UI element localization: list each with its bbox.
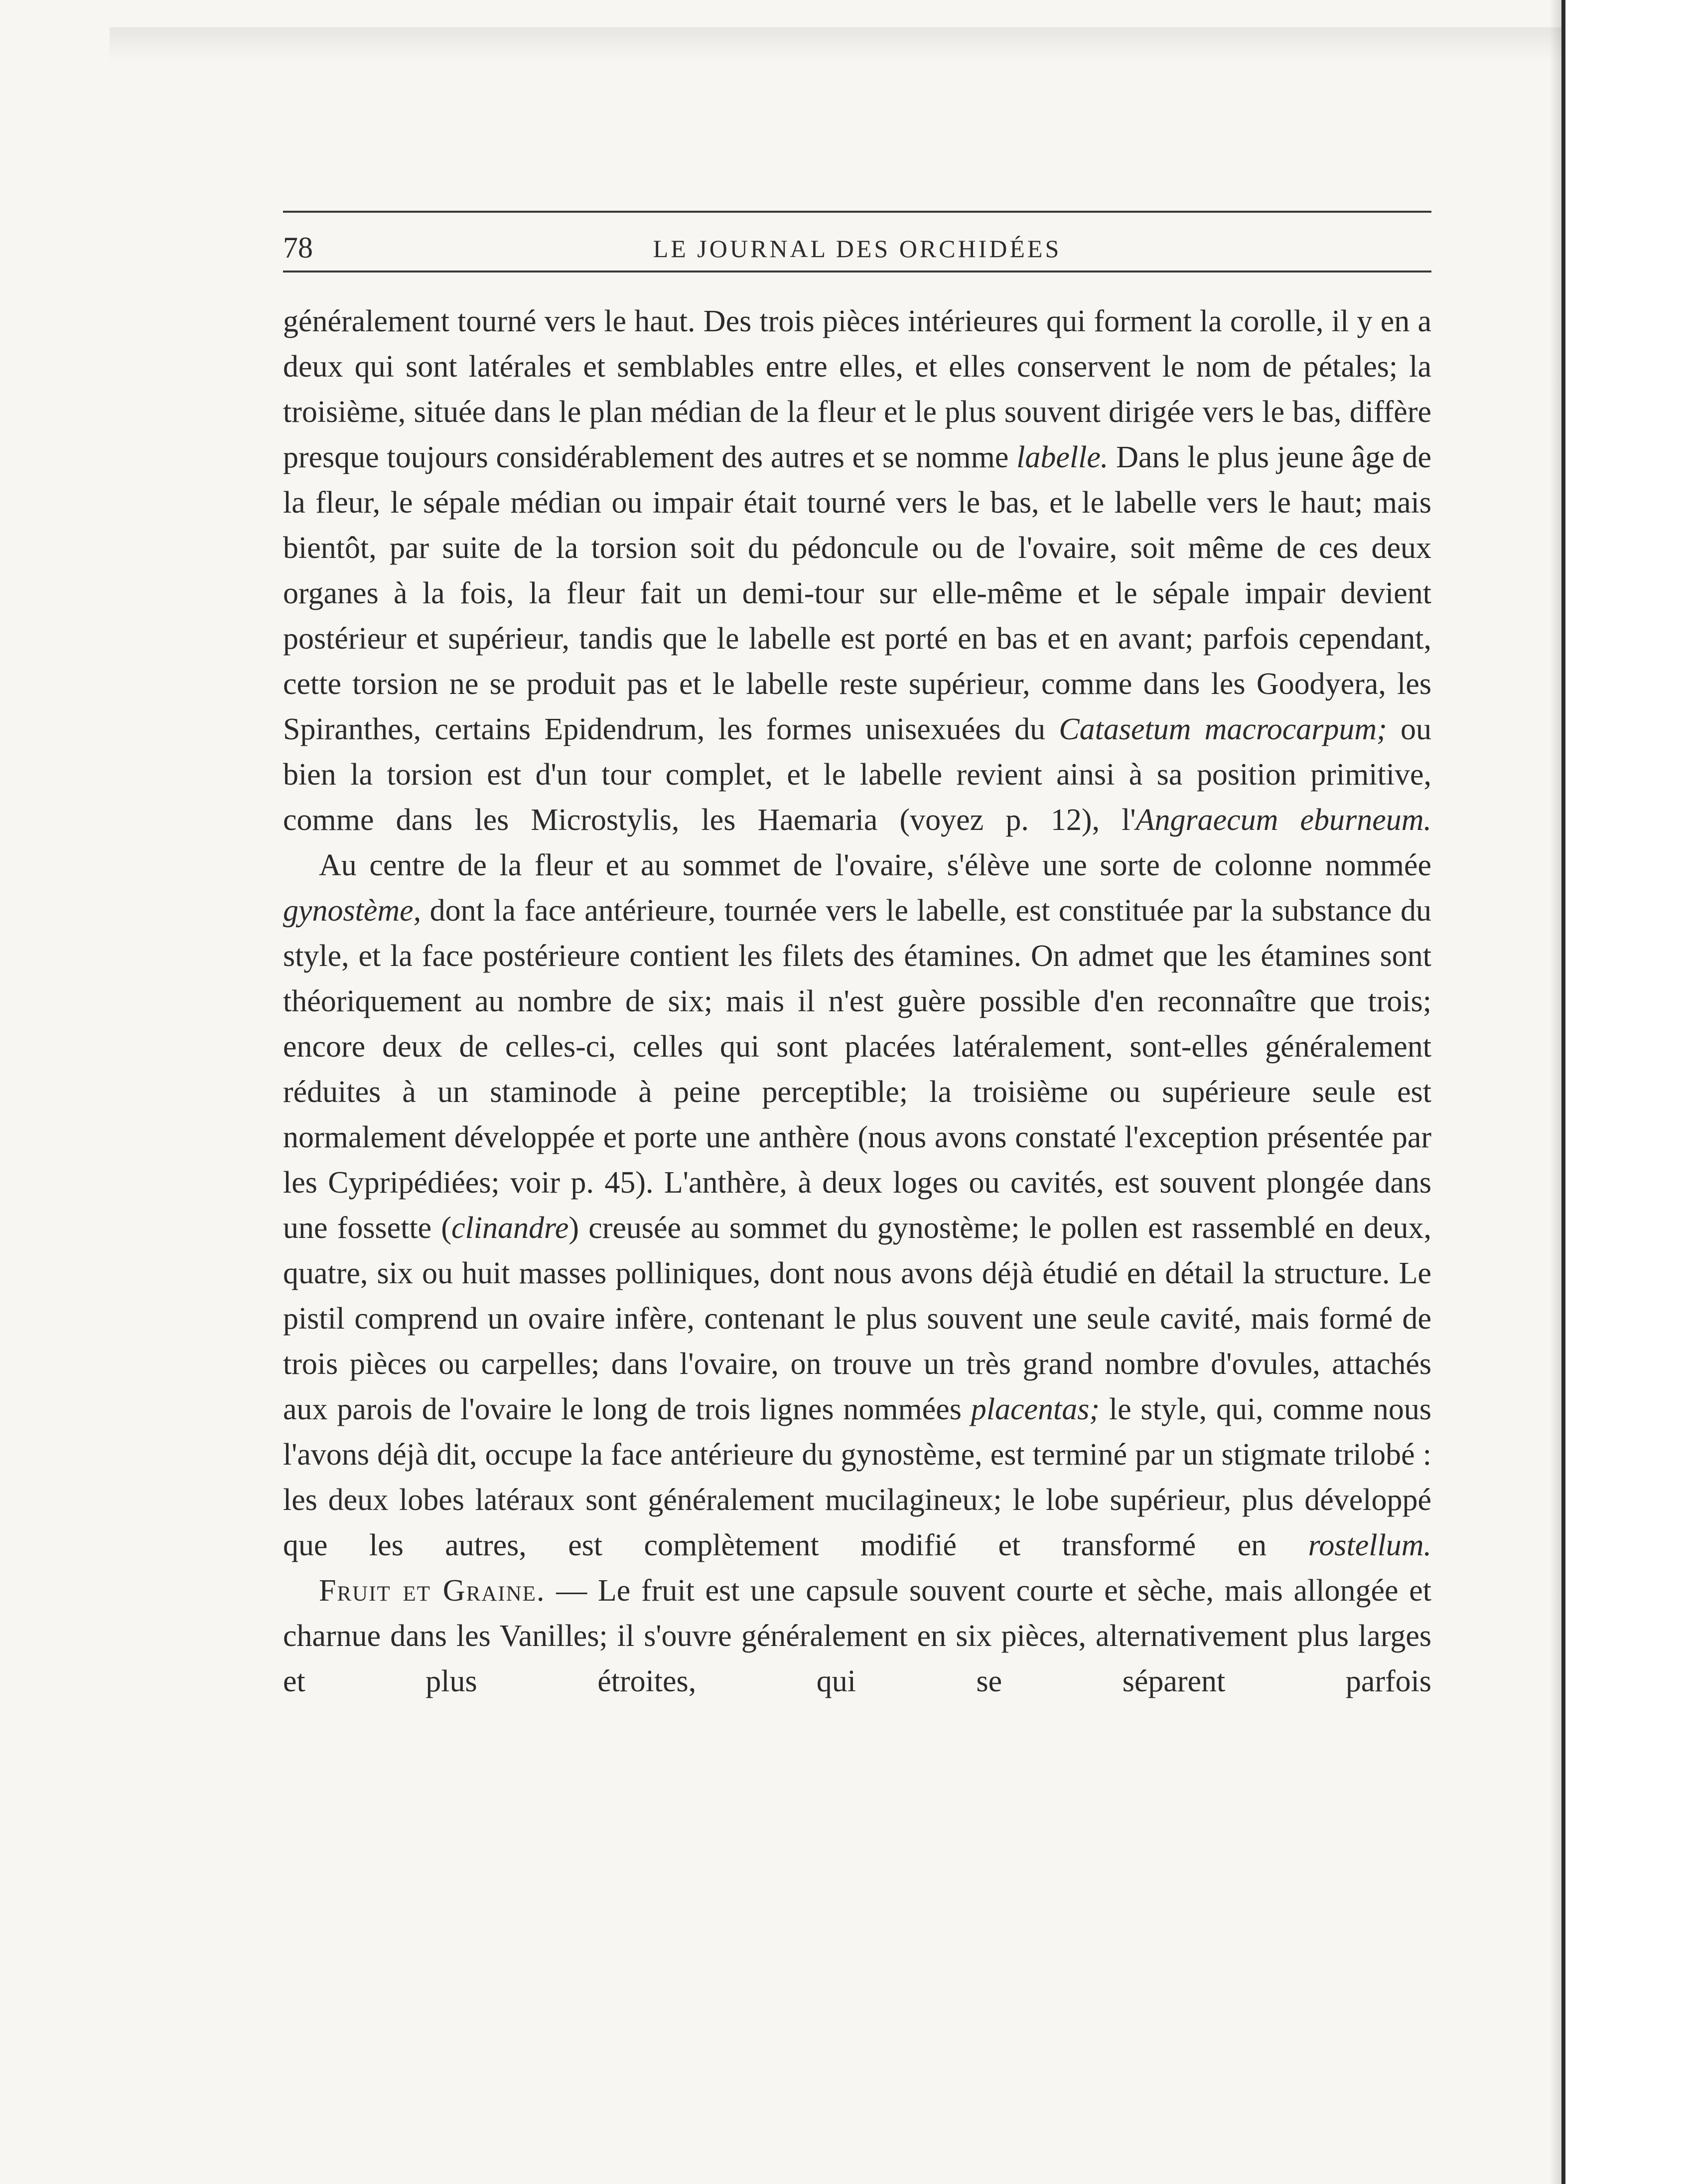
text-segment: Au centre de la fleur et au sommet de l'ovaire, s'élève une sorte de colonne nommée xyxy=(319,848,1431,882)
running-title: LE JOURNAL DES ORCHIDÉES xyxy=(653,235,1062,263)
italic-term: gynostème, xyxy=(283,894,422,928)
text-segment: généralement tourné vers le haut. Des trois pièces intérieures qui forment la corolle, il y en a deux qui sont latérales et semblables entre elles, et elles conservent le nom de pétales; la troisième, située dans le plan médian de la fleur et le plus souvent dirigée vers le bas, diffère presque toujours considérablement des autres et se nomme xyxy=(283,304,1431,474)
scan-top-band xyxy=(110,27,1564,62)
text-segment: dont la face antérieure, tournée vers le labelle, est constituée par la substance du style, et la face postérieure contient les filets des étamines. On admet que les étamines sont théoriquement au nombre de six; mais il n'est guère possible d'en reconnaître que trois; encore deux de celles-ci, celles qui sont placées latéralement, sont-elles généralement réduites à un staminode à peine perceptible; la troisième ou supérieure seule est normalement développée et porte une anthère (nous avons constaté l'exception présentée par les Cypripédiées; voir p. 45). L'anthère, à deux loges ou cavités, est souvent plongée dans une fossette ( xyxy=(283,894,1431,1245)
text-segment: le style, qui, comme nous l'avons déjà dit, occupe la face antérieure du gynostème, est terminé par un stigmate trilobé : les deux lobes latéraux sont généralement mucilagineux; le lobe supérieur, plus développé que les autres, est complètement modifié et transformé en xyxy=(283,1392,1431,1562)
section-heading-fruit-et-graine: Fruit et Graine. xyxy=(319,1574,546,1608)
page-header xyxy=(283,207,1431,281)
text-segment: — Le fruit est une capsule souvent courte et sèche, mais allongée et charnue dans les Vanilles; il s'ouvre généralement en six pièces, alternativement plus larges et plus étroites, qui se séparent parfois xyxy=(283,1574,1431,1698)
header-bottom-rule xyxy=(283,271,1431,273)
italic-term: clinandre xyxy=(451,1211,569,1245)
italic-term: labelle. xyxy=(1016,440,1109,474)
paragraph-2 xyxy=(283,843,1431,1568)
scan-right-edge xyxy=(1561,0,1690,2184)
paragraph-1 xyxy=(283,299,1431,843)
italic-term: Catasetum macrocarpum; xyxy=(1059,712,1387,746)
italic-term: rostellum. xyxy=(1308,1528,1431,1562)
header-top-rule xyxy=(283,211,1431,213)
text-segment: ou bien la torsion est d'un tour complet, et le labelle revient ainsi à sa position primitive, comme dans les Microstylis, les Haemaria (voyez p. 12), l' xyxy=(283,712,1431,837)
page-number: 78 xyxy=(283,231,313,264)
body-text xyxy=(283,299,1431,1704)
italic-term: placentas; xyxy=(971,1392,1100,1426)
text-segment: ) creusée au sommet du gynostème; le pollen est rassemblé en deux, quatre, six ou huit masses polliniques, dont nous avons déjà étudié en détail la structure. Le pistil comprend un ovaire infère, contenant le plus souvent une seule cavité, mais formé de trois pièces ou carpelles; dans l'ovaire, on trouve un très grand nombre d'ovules, attachés aux parois de l'ovaire le long de trois lignes nommées xyxy=(283,1211,1432,1426)
paragraph-3 xyxy=(283,1568,1431,1704)
text-segment: Dans le plus jeune âge de la fleur, le sépale médian ou impair était tourné vers le bas, et le labelle vers le haut; mais bientôt, par suite de la torsion soit du pédoncule ou de l'ovaire, soit même de ces deux organes à la fois, la fleur fait un demi-tour sur elle-même et le sépale impair devient postérieur et supérieur, tandis que le labelle est porté en bas et en avant; parfois cependant, cette torsion ne se produit pas et le labelle reste supérieur, comme dans les Goodyera, les Spiranthes, certains Epidendrum, les formes unisexuées du xyxy=(283,440,1431,746)
scan-right-shadow xyxy=(1549,0,1561,2184)
italic-term: Angraecum eburneum. xyxy=(1135,803,1431,837)
